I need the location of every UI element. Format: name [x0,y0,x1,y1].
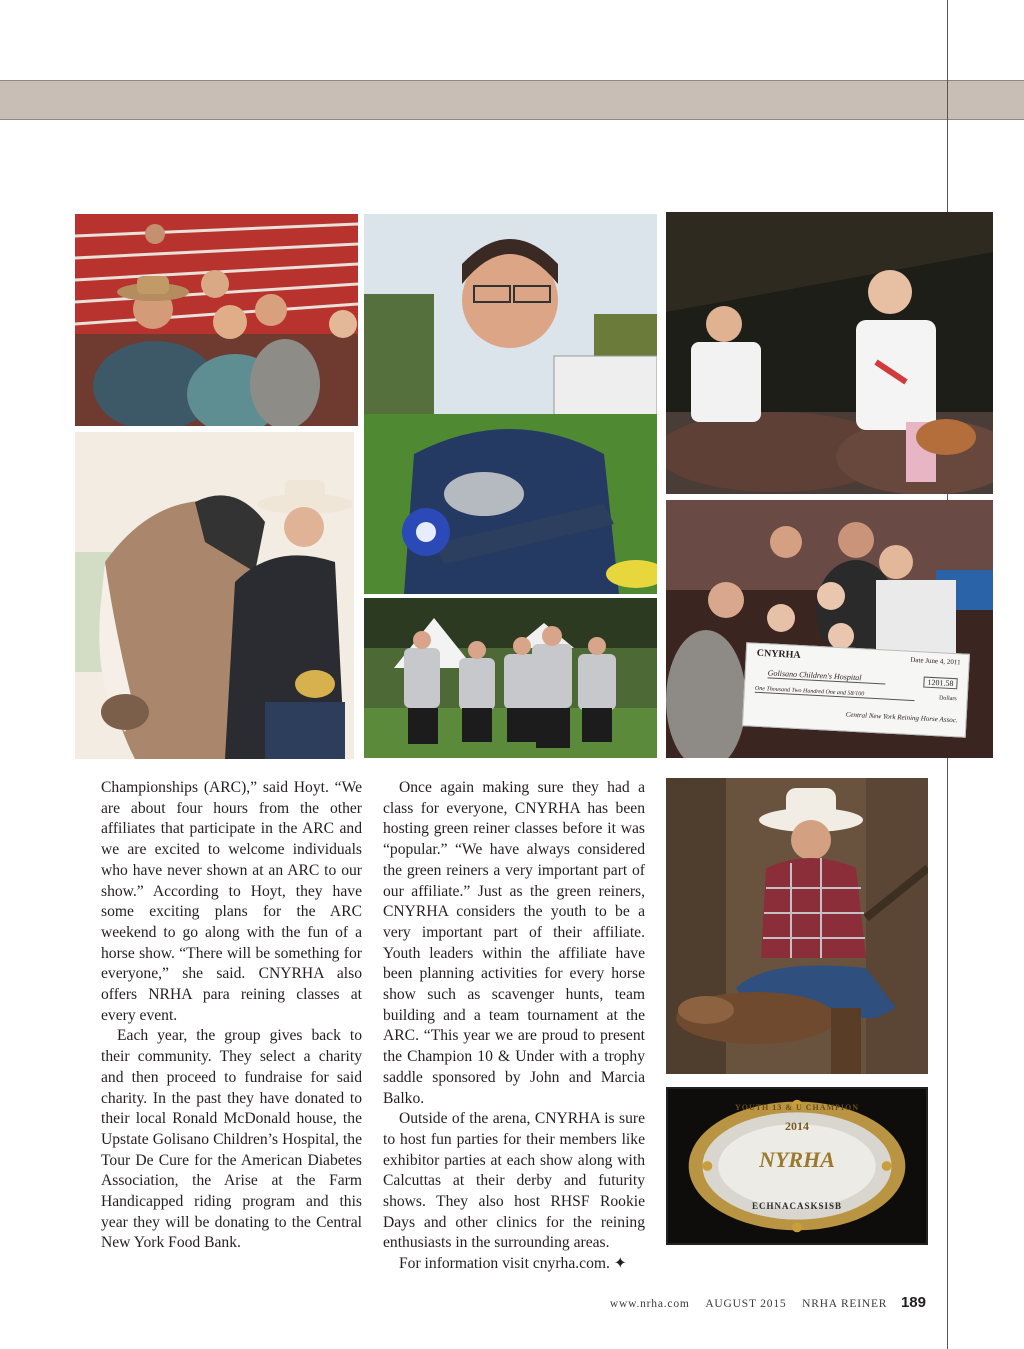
page-number: 189 [900,1294,926,1311]
check-title: CNYRHA [756,647,801,662]
article-column-2 [383,778,645,1275]
check-date: Date June 4, 2011 [910,655,961,667]
check-amount: 1201.58 [923,677,958,690]
check-written-amount: One Thousand Two Hundred One and 58/100 [755,686,915,701]
photo-trophy-saddle-rider [666,778,928,1074]
photo-horse-and-rider [75,432,354,759]
buckle-year: 2014 [785,1119,809,1133]
buckle-top-text: YOUTH 13 & U CHAMPION [734,1103,860,1112]
check-dollars-label: Dollars [938,695,957,703]
column-2-closing-line: For information visit cnyrha.com. ✦ [399,1255,627,1273]
page-footer [610,1294,926,1311]
footer-url[interactable]: www.nrha.com [609,1298,690,1310]
footer-issue: AUGUST 2015 [705,1298,787,1310]
buckle-name: NYRHA [759,1147,835,1172]
check-card [742,642,970,738]
check-payee: Golisano Children's Hospital [767,668,885,684]
photo-check-presentation [666,500,993,758]
check-signature: Central New York Reining Horse Assoc. [845,710,958,725]
article-column-1 [101,778,362,1254]
column-2-paragraph-2: Outside of the arena, CNYRHA is sure to host fun parties for their members like exhibitor parties at each show along with Calcuttas at their derby and futurity shows. They also host RHSF Rookie Days and other clinics for the reining enthusiasts in the surrounding areas. [383,1110,645,1252]
photo-trophy-winner [364,214,657,594]
column-1-paragraph-2: Each year, the group gives back to their community. They select a charity and then proceed to fundraise for said charity. In the past they have donated to their local Ronald McDonald house, the Upstate Golisano Children’s Hospital, the Tour De Cure for the American Diabetes Association, the Arise at the Farm Handicapped riding program and this year they will be donating to the Central New York Food Bank. [101,1027,362,1252]
column-1-paragraph-1: Championships (ARC),” said Hoyt. “We are about four hours from the other affiliates that participate in the ARC and we are excited to welcome individuals who have never shown at an ARC to our show.” According to Hoyt, they have some exciting plans for the ARC weekend to go along with the fun of a horse show. “There will be something for everyone,” she said. CNYRHA also offers NRHA para reining classes at every event. [101,779,362,1024]
header-band [0,80,1024,120]
photo-grandstand-group [75,214,358,426]
photo-arena-riders [666,212,993,494]
photo-champion-buckle [666,1087,928,1245]
photo-team-outdoors [364,598,657,758]
footer-magazine: NRHA REINER [802,1298,888,1310]
buckle-bottom-text: ECHNACASKSISB [751,1201,843,1211]
column-2-paragraph-1: Once again making sure they had a class for everyone, CNYRHA has been hosting green reiner classes before it was “popular.” “We have always considered the green reiners a very important part of our affiliate.” Just as the green reiners, CNYRHA considers the youth to be a very important part of their affiliate. Youth leaders within the affiliate have been planning activities for every horse show such as scavenger hunts, team building and a team tournament at the ARC. “This year we are proud to present the Champion 10 & Under with a trophy saddle sponsored by John and Marcia Balko. [383,779,645,1107]
